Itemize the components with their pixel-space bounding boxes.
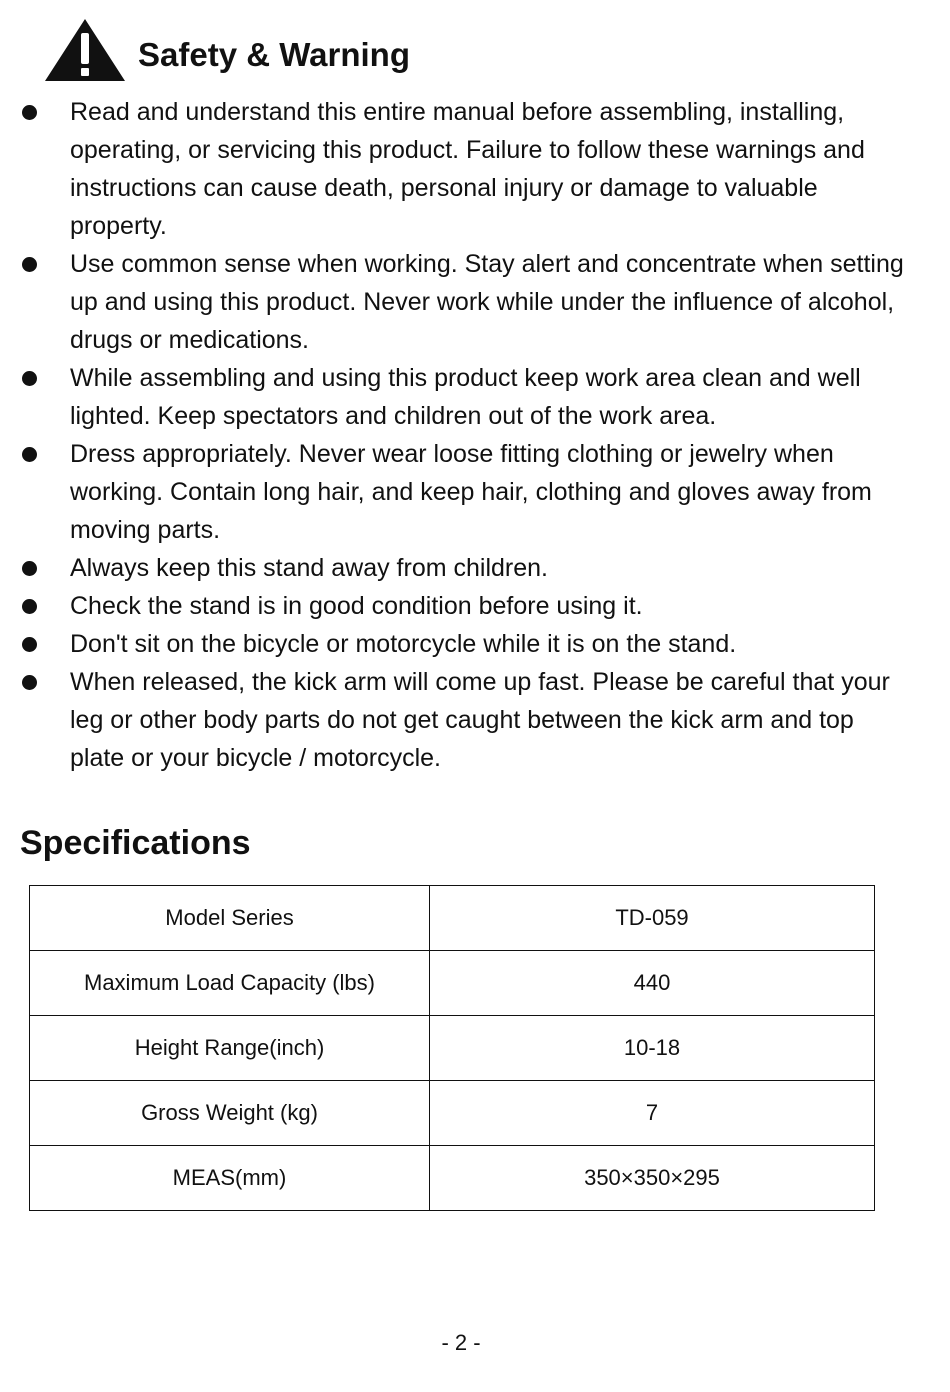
warning-triangle-icon	[44, 18, 126, 82]
spec-value: 10-18	[430, 1016, 875, 1081]
spec-value: 440	[430, 951, 875, 1016]
bullet-text: Use common sense when working. Stay alert and concentrate when setting up and using this product. Never work while under the influence of alcohol, drugs or medications.	[70, 250, 904, 354]
spec-label: Gross Weight (kg)	[30, 1081, 430, 1146]
bullet-text: While assembling and using this product keep work area clean and well lighted. Keep spectators and children out of the work area.	[70, 364, 861, 430]
spec-label: Height Range(inch)	[30, 1016, 430, 1081]
specifications-table	[29, 885, 875, 1211]
list-item	[0, 549, 950, 587]
bullet-text: Always keep this stand away from children.	[70, 554, 548, 582]
bullet-text: Dress appropriately. Never wear loose fitting clothing or jewelry when working. Contain long hair, and keep hair, clothing and gloves away from moving parts.	[70, 440, 872, 544]
table-row	[30, 951, 875, 1016]
bullet-icon	[22, 599, 37, 614]
bullet-icon	[22, 447, 37, 462]
bullet-icon	[22, 675, 37, 690]
page-number: - 2 -	[441, 1330, 481, 1355]
table-row	[30, 1016, 875, 1081]
list-item	[0, 245, 950, 359]
specifications-title: Specifications	[20, 824, 251, 862]
spec-value: 7	[430, 1081, 875, 1146]
bullet-icon	[22, 105, 37, 120]
bullet-icon	[22, 371, 37, 386]
table-row	[30, 1081, 875, 1146]
spec-value: TD-059	[430, 886, 875, 951]
bullet-icon	[22, 637, 37, 652]
bullet-icon	[22, 257, 37, 272]
bullet-text: Read and understand this entire manual before assembling, installing, operating, or servicing this product. Failure to follow these warnings and instructions can cause death, personal injury or damage to valuable property.	[70, 98, 865, 240]
list-item	[0, 93, 950, 245]
safety-bullet-list	[0, 93, 950, 777]
list-item	[0, 359, 950, 435]
list-item	[0, 663, 950, 777]
list-item	[0, 587, 950, 625]
bullet-icon	[22, 561, 37, 576]
bullet-text: Don't sit on the bicycle or motorcycle while it is on the stand.	[70, 630, 737, 658]
safety-header	[44, 18, 410, 82]
spec-value: 350×350×295	[430, 1146, 875, 1211]
list-item	[0, 625, 950, 663]
bullet-text: When released, the kick arm will come up fast. Please be careful that your leg or other body parts do not get caught between the kick arm and top plate or your bicycle / motorcycle.	[70, 668, 890, 772]
table-row	[30, 886, 875, 951]
spec-label: MEAS(mm)	[30, 1146, 430, 1211]
spec-label: Maximum Load Capacity (lbs)	[30, 951, 430, 1016]
bullet-text: Check the stand is in good condition before using it.	[70, 592, 643, 620]
table-row	[30, 1146, 875, 1211]
list-item	[0, 435, 950, 549]
safety-title: Safety & Warning	[138, 35, 410, 73]
spec-label: Model Series	[30, 886, 430, 951]
